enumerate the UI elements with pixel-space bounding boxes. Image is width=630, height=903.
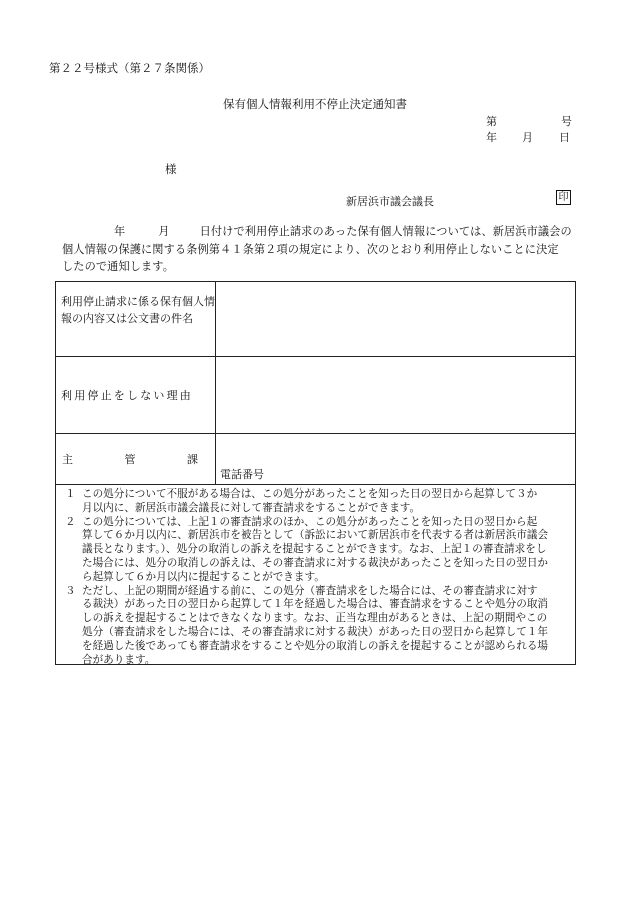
phone-number-label: 電話番号 <box>220 468 264 481</box>
department-label <box>56 434 216 485</box>
note-line: この処分については、上記１の審査請求のほか、この処分があったことを知った日の翌日から起 <box>82 515 538 528</box>
department-label-char: 課 <box>187 453 198 466</box>
table-row <box>56 357 576 434</box>
department-label-char: 主 <box>62 453 73 466</box>
note-line: 算して６か月以内に、新居浜市を被告として（訴訟において新居浜市を代表する者は新居浜市議会 <box>82 529 549 542</box>
date-year-label: 年 <box>486 131 497 144</box>
reference-go: 号 <box>561 115 572 128</box>
seal-mark: 印 <box>556 190 571 205</box>
note-line: 処分（審査請求をした場合には、その審査請求に対する裁決）があった日の翌日から起算して１年 <box>82 625 549 638</box>
note-line: 議長となります。）、処分の取消しの訴えを提起することができます。なお、上記１の審査請求をし <box>82 543 547 556</box>
note-item <box>65 516 575 585</box>
document-title: 保有個人情報利用不停止決定通知書 <box>223 97 407 111</box>
note-number: １ <box>65 488 76 500</box>
notes-box <box>55 483 576 665</box>
addressee-suffix: 様 <box>165 162 177 176</box>
note-line: 月以内に、新居浜市議会議長に対して審査請求をすることができます。 <box>82 501 421 514</box>
note-line: を経過した後であっても審査請求をすることや処分の取消しの訴えを提起することが認められる場 <box>82 639 549 652</box>
note-line: 合があります。 <box>82 653 156 666</box>
note-line: しの訴えを提起することはできなくなります。なお、正当な理由があるときは、上記の期間やこの <box>82 612 548 625</box>
note-number: ３ <box>65 584 76 597</box>
date-month-label: 月 <box>522 131 533 144</box>
notice-body <box>62 223 589 276</box>
body-line1: 日付けで利用停止請求のあった保有個人情報については、新居浜市議会の <box>199 225 572 238</box>
note-item <box>65 488 575 516</box>
reason-label: 利用停止をしない理由 <box>56 357 216 434</box>
form-number: 第２２号様式（第２７条関係） <box>49 61 210 75</box>
body-month-label: 月 <box>158 225 170 238</box>
reference-dai: 第 <box>486 115 497 128</box>
note-line: ら起算して６か月以内に提起することができます。 <box>82 570 325 583</box>
reason-value[interactable] <box>216 357 576 434</box>
note-number: ２ <box>65 515 76 528</box>
target-info-value[interactable] <box>216 282 576 357</box>
note-line: ただし、上記の期間が経過する前に、この処分（審査請求をした場合には、その審査請求に対す <box>82 584 538 597</box>
body-line2: 個人情報の保護に関する条例第４１条第２項の規定により、次のとおり利用停止しないことに決定 <box>62 242 559 256</box>
date-day-label: 日 <box>559 131 570 144</box>
department-value[interactable] <box>216 434 576 485</box>
note-line: た場合には、処分の取消しの訴えは、その審査請求に対する裁決があったことを知った日の翌日か <box>82 556 549 569</box>
details-table <box>55 281 576 485</box>
department-label-char: 管 <box>124 453 136 466</box>
body-year-label: 年 <box>114 225 126 238</box>
table-row <box>56 434 576 485</box>
body-line3: したので通知します。 <box>62 260 174 273</box>
note-line: この処分について不服がある場合は、この処分があったことを知った日の翌日から起算して３か <box>82 488 538 500</box>
issuer-name: 新居浜市議会議長 <box>346 195 434 208</box>
note-line: る裁決）があった日の翌日から起算して１年を経過した場合は、審査請求をすることや処分の取消 <box>82 598 549 611</box>
table-row <box>56 282 576 357</box>
target-info-label: 利用停止請求に係る保有個人情報の内容又は公文書の件名 <box>56 282 216 357</box>
note-item <box>65 585 575 668</box>
